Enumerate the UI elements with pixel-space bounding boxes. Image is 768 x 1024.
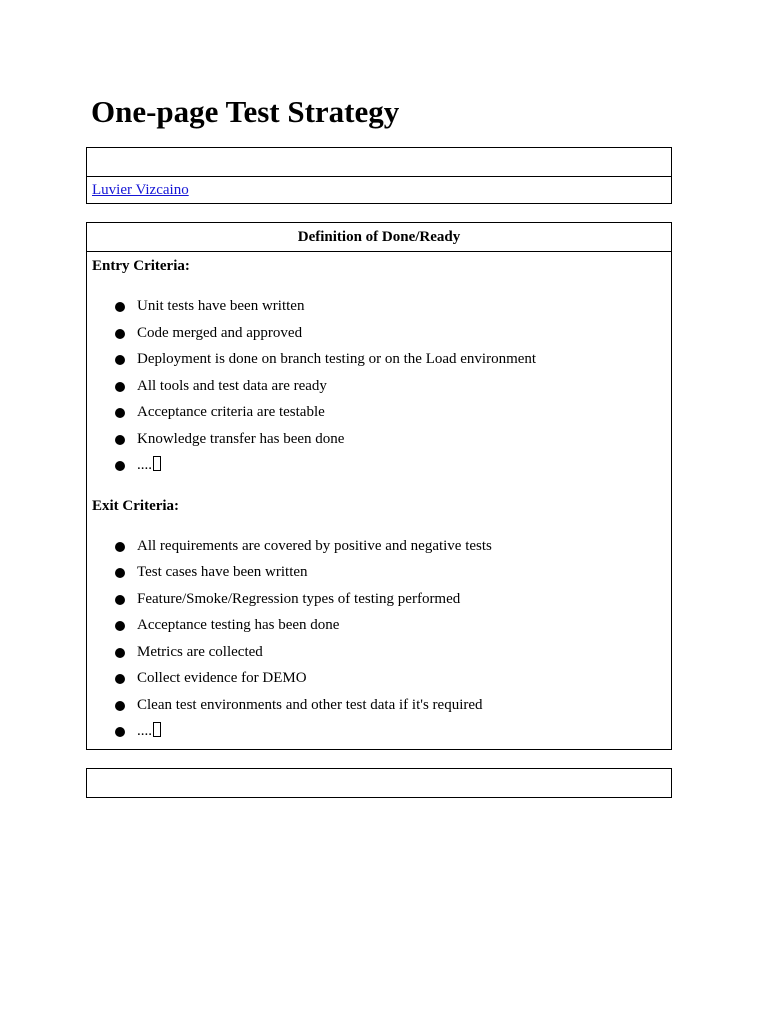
dod-body-row	[87, 252, 672, 750]
exit-criteria-text: Test cases have been written	[137, 564, 308, 580]
dod-header: Definition of Done/Ready	[87, 223, 672, 252]
author-link[interactable]: Luvier Vizcaino	[92, 182, 189, 198]
exit-criteria-item	[92, 590, 666, 617]
exit-criteria-text: Acceptance testing has been done	[137, 617, 340, 633]
exit-criteria-list	[92, 537, 666, 749]
footer-blank-row	[87, 769, 672, 798]
info-table	[86, 147, 672, 204]
entry-criteria-item	[92, 403, 666, 430]
missing-glyph-icon	[153, 722, 161, 737]
exit-criteria-text: ....	[137, 723, 152, 739]
entry-criteria-text: Code merged and approved	[137, 324, 303, 341]
bullet-icon	[115, 674, 125, 684]
footer-blank-cell	[87, 769, 672, 798]
bullet-icon	[115, 435, 125, 445]
entry-criteria-text: Deployment is done on branch testing or on the Load environment	[137, 351, 537, 367]
bullet-icon	[115, 595, 125, 605]
exit-criteria-text: All requirements are covered by positive and negative tests	[137, 537, 492, 554]
bullet-icon	[115, 727, 125, 737]
info-blank-cell	[87, 148, 672, 177]
exit-criteria-item	[92, 563, 666, 590]
exit-criteria-item	[92, 696, 666, 723]
dod-header-row	[87, 223, 672, 252]
bullet-icon	[115, 701, 125, 711]
bullet-icon	[115, 621, 125, 631]
exit-criteria-item	[92, 722, 666, 749]
entry-criteria-item	[92, 350, 666, 377]
exit-criteria-item	[92, 669, 666, 696]
exit-criteria-item	[92, 616, 666, 643]
bullet-icon	[115, 302, 125, 312]
exit-criteria-text: Feature/Smoke/Regression types of testing performed	[137, 590, 461, 607]
entry-criteria-item	[92, 324, 666, 351]
entry-criteria-text: Unit tests have been written	[137, 298, 305, 314]
footer-table	[86, 768, 672, 798]
info-blank-row	[87, 148, 672, 177]
bullet-icon	[115, 542, 125, 552]
missing-glyph-icon	[153, 456, 161, 471]
exit-criteria-text: Clean test environments and other test data if it's required	[137, 696, 483, 713]
entry-criteria-text: All tools and test data are ready	[137, 377, 327, 394]
entry-criteria-item	[92, 297, 666, 324]
bullet-icon	[115, 408, 125, 418]
exit-criteria-text: Collect evidence for DEMO	[137, 670, 307, 686]
entry-criteria-item	[92, 377, 666, 404]
bullet-icon	[115, 382, 125, 392]
bullet-icon	[115, 648, 125, 658]
entry-criteria-item	[92, 456, 666, 483]
exit-criteria-item	[92, 643, 666, 670]
bullet-icon	[115, 568, 125, 578]
exit-criteria-text: Metrics are collected	[137, 643, 263, 660]
bullet-icon	[115, 329, 125, 339]
page-title: One-page Test Strategy	[91, 94, 400, 129]
entry-criteria-item	[92, 430, 666, 457]
entry-criteria-list	[92, 297, 666, 483]
entry-criteria-text: ....	[137, 457, 152, 473]
entry-criteria-text: Acceptance criteria are testable	[137, 404, 325, 420]
bullet-icon	[115, 461, 125, 471]
author-row	[87, 177, 672, 204]
entry-criteria-text: Knowledge transfer has been done	[137, 430, 345, 447]
definition-of-done-table	[86, 222, 672, 750]
entry-criteria-label: Entry Criteria:	[92, 258, 190, 274]
bullet-icon	[115, 355, 125, 365]
dod-body-cell	[87, 252, 672, 750]
exit-criteria-item	[92, 537, 666, 564]
author-cell	[87, 177, 672, 204]
exit-criteria-label: Exit Criteria:	[92, 497, 180, 514]
